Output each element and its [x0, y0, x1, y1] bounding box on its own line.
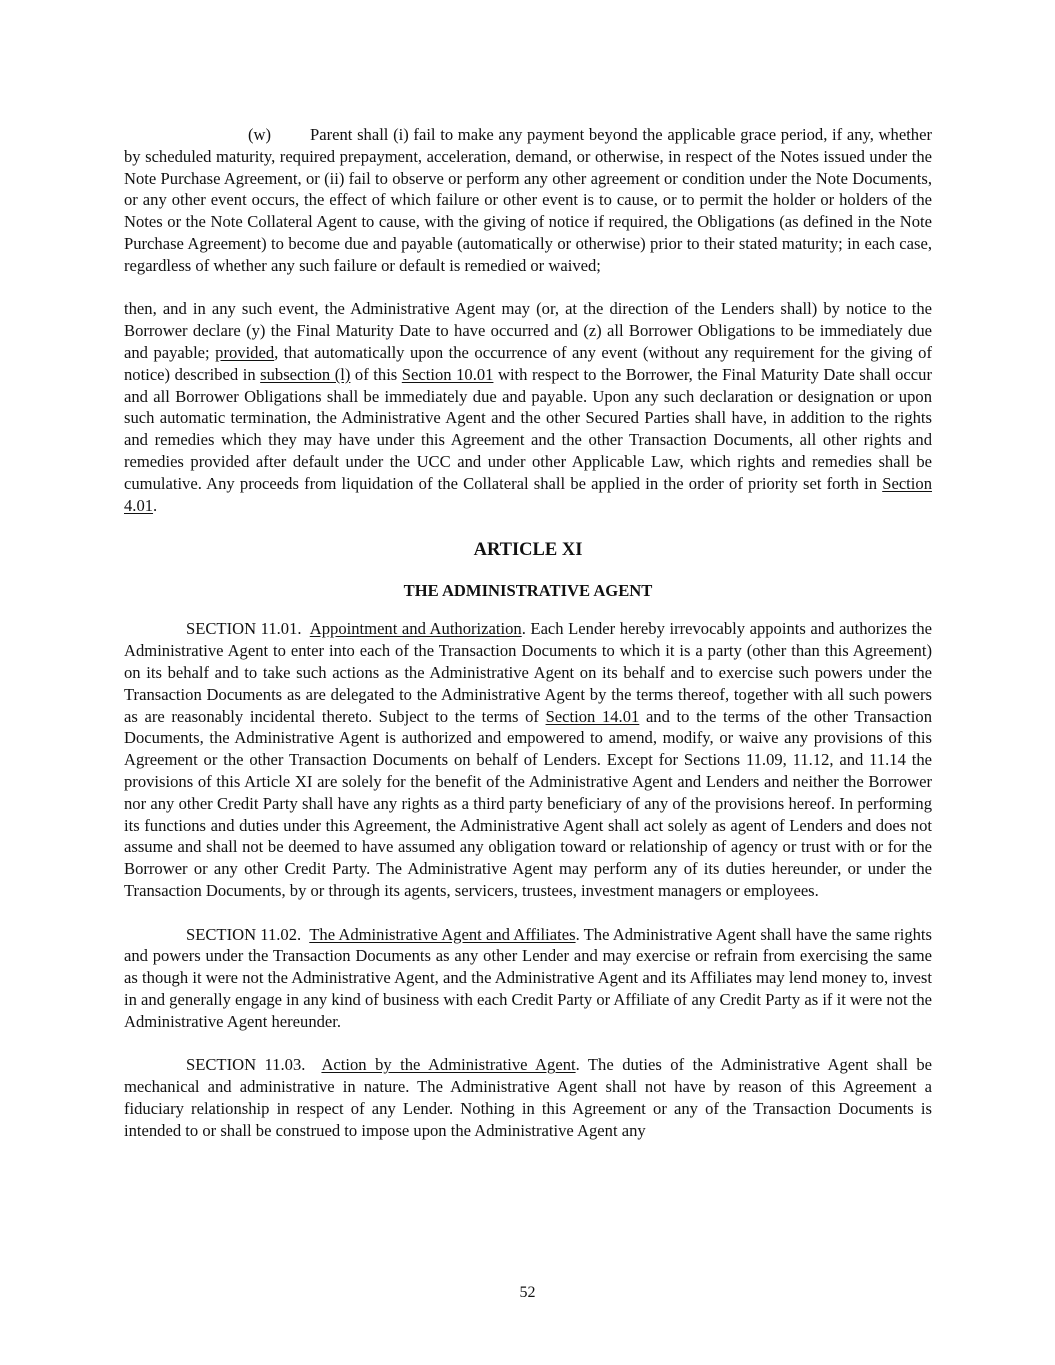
section-number: SECTION 11.02. [186, 924, 302, 944]
article-subtitle: THE ADMINISTRATIVE AGENT [403, 581, 653, 601]
section-11-01 [124, 618, 932, 901]
section-11-03 [124, 1054, 932, 1141]
section-text-1: . Each Lender hereby irrevocably appoints and authorizes the Administrative Agent to enter into each of the Transaction Documents to which it is a party (other than this Agreement) on its behalf and to take such actions as the Administrative Agent on its behalf and to exercise such powers under the Transaction Documents as are delegated to the Administrative Agent by the terms thereof, together with all such powers as are reasonably incidental thereto. Subject to the terms of [124, 619, 932, 726]
article-title: ARTICLE XI [473, 540, 583, 561]
provided-term: provided [215, 342, 275, 362]
section-text: . The duties of the Administrative Agent shall be mechanical and administrative in nature. The Administrative Agent shall not have by reason of this Agreement a fiduciary relationship in respect of any Lender. Nothing in this Agreement or any of the Transaction Documents is intended to or shall be construed to impose upon the Administrative Agent any [124, 1055, 932, 1140]
section-10-01-reference: Section 10.01 [401, 364, 494, 384]
paragraph-w [124, 124, 932, 277]
page-body [124, 124, 932, 1141]
remedies-text-1: then, and in any such event, the Administrative Agent may (or, at the direction of the Lenders shall) by notice to the Borrower declare (y) the Final Maturity Date to have occurred and (z) all Borrower Obligations to be immediately due and payable; [124, 299, 932, 362]
paragraph-remedies [124, 298, 932, 516]
section-number: SECTION 11.03. [186, 1055, 306, 1075]
remedies-text-5: . [153, 495, 158, 515]
section-text: . The Administrative Agent shall have the same rights and powers under the Transaction Documents as any other Lender and may exercise or refrain from exercising the same as though it were not the Administrative Agent, and the Administrative Agent and its Affiliates may lend money to, invest in and generally engage in any kind of business with each Credit Party or Affiliate of any Credit Party as if it were not the Administrative Agent hereunder. [124, 924, 932, 1031]
section-heading: Action by the Administrative Agent [321, 1055, 576, 1075]
remedies-text-4: with respect to the Borrower, the Final Maturity Date shall occur and all Borrower Obligations shall be immediately due and payable. Upon any such declaration or designation or upon such automatic termination, the Administrative Agent and the other Secured Parties shall have, in addition to the rights and remedies which they may have under this Agreement and the other Transaction Documents, all other rights and remedies provided after default under the UCC and under other Applicable Law, which rights and remedies shall be cumulative. Any proceeds from liquidation of the Collateral shall be applied in the order of priority set forth in [124, 364, 932, 493]
remedies-text-2: , that automatically upon the occurrence of any event (without any requirement for the giving of notice) described in [124, 342, 933, 384]
section-heading: Appointment and Authorization [309, 619, 522, 639]
section-heading: The Administrative Agent and Affiliates [309, 924, 576, 944]
section-14-01-reference: Section 14.01 [545, 706, 640, 726]
section-number: SECTION 11.01. [186, 619, 302, 639]
section-4-01-reference: Section 4.01 [124, 473, 932, 515]
section-text-2: and to the terms of the other Transaction Documents, the Administrative Agent is authorized and empowered to amend, modify, or waive any provisions of this Agreement or the other Transaction Documents on behalf of Lenders. Except for Sections 11.09, 11.12, and 11.14 the provisions of this Article XI are solely for the benefit of the Administrative Agent and Lenders and neither the Borrower nor any other Credit Party shall have any rights as a third party beneficiary of any of the provisions hereof. In performing its functions and duties under this Agreement, the Administrative Agent shall act solely as agent of Lenders and does not assume and shall not be deemed to have assumed any obligation toward or relationship of agency or trust with or for the Borrower or any other Credit Party. The Administrative Agent may perform any of its duties hereunder, or under the Transaction Documents, by or through its agents, servicers, trustees, investment managers or employees. [124, 706, 932, 900]
subsection-l-reference: subsection (l) [260, 364, 351, 384]
page-number: 52 [519, 1284, 536, 1301]
section-11-02 [124, 924, 932, 1033]
remedies-text-3: of this [350, 364, 402, 384]
clause-label-w: (w) [248, 125, 272, 144]
clause-w-text: Parent shall (i) fail to make any payment beyond the applicable grace period, if any, whether by scheduled maturity, required prepayment, acceleration, demand, or otherwise, in respect of the Notes issued under the Note Purchase Agreement, or (ii) fail to observe or perform any other agreement or condition under the Note Documents, or any other event occurs, the effect of which failure or other event is to cause, or to permit the holder or holders of the Notes or the Note Collateral Agent to cause, with the giving of notice if required, the Obligations (as defined in the Note Purchase Agreement) to become due and payable (automatically or otherwise) prior to their stated maturity; in each case, regardless of whether any such failure or default is remedied or waived; [124, 125, 932, 275]
